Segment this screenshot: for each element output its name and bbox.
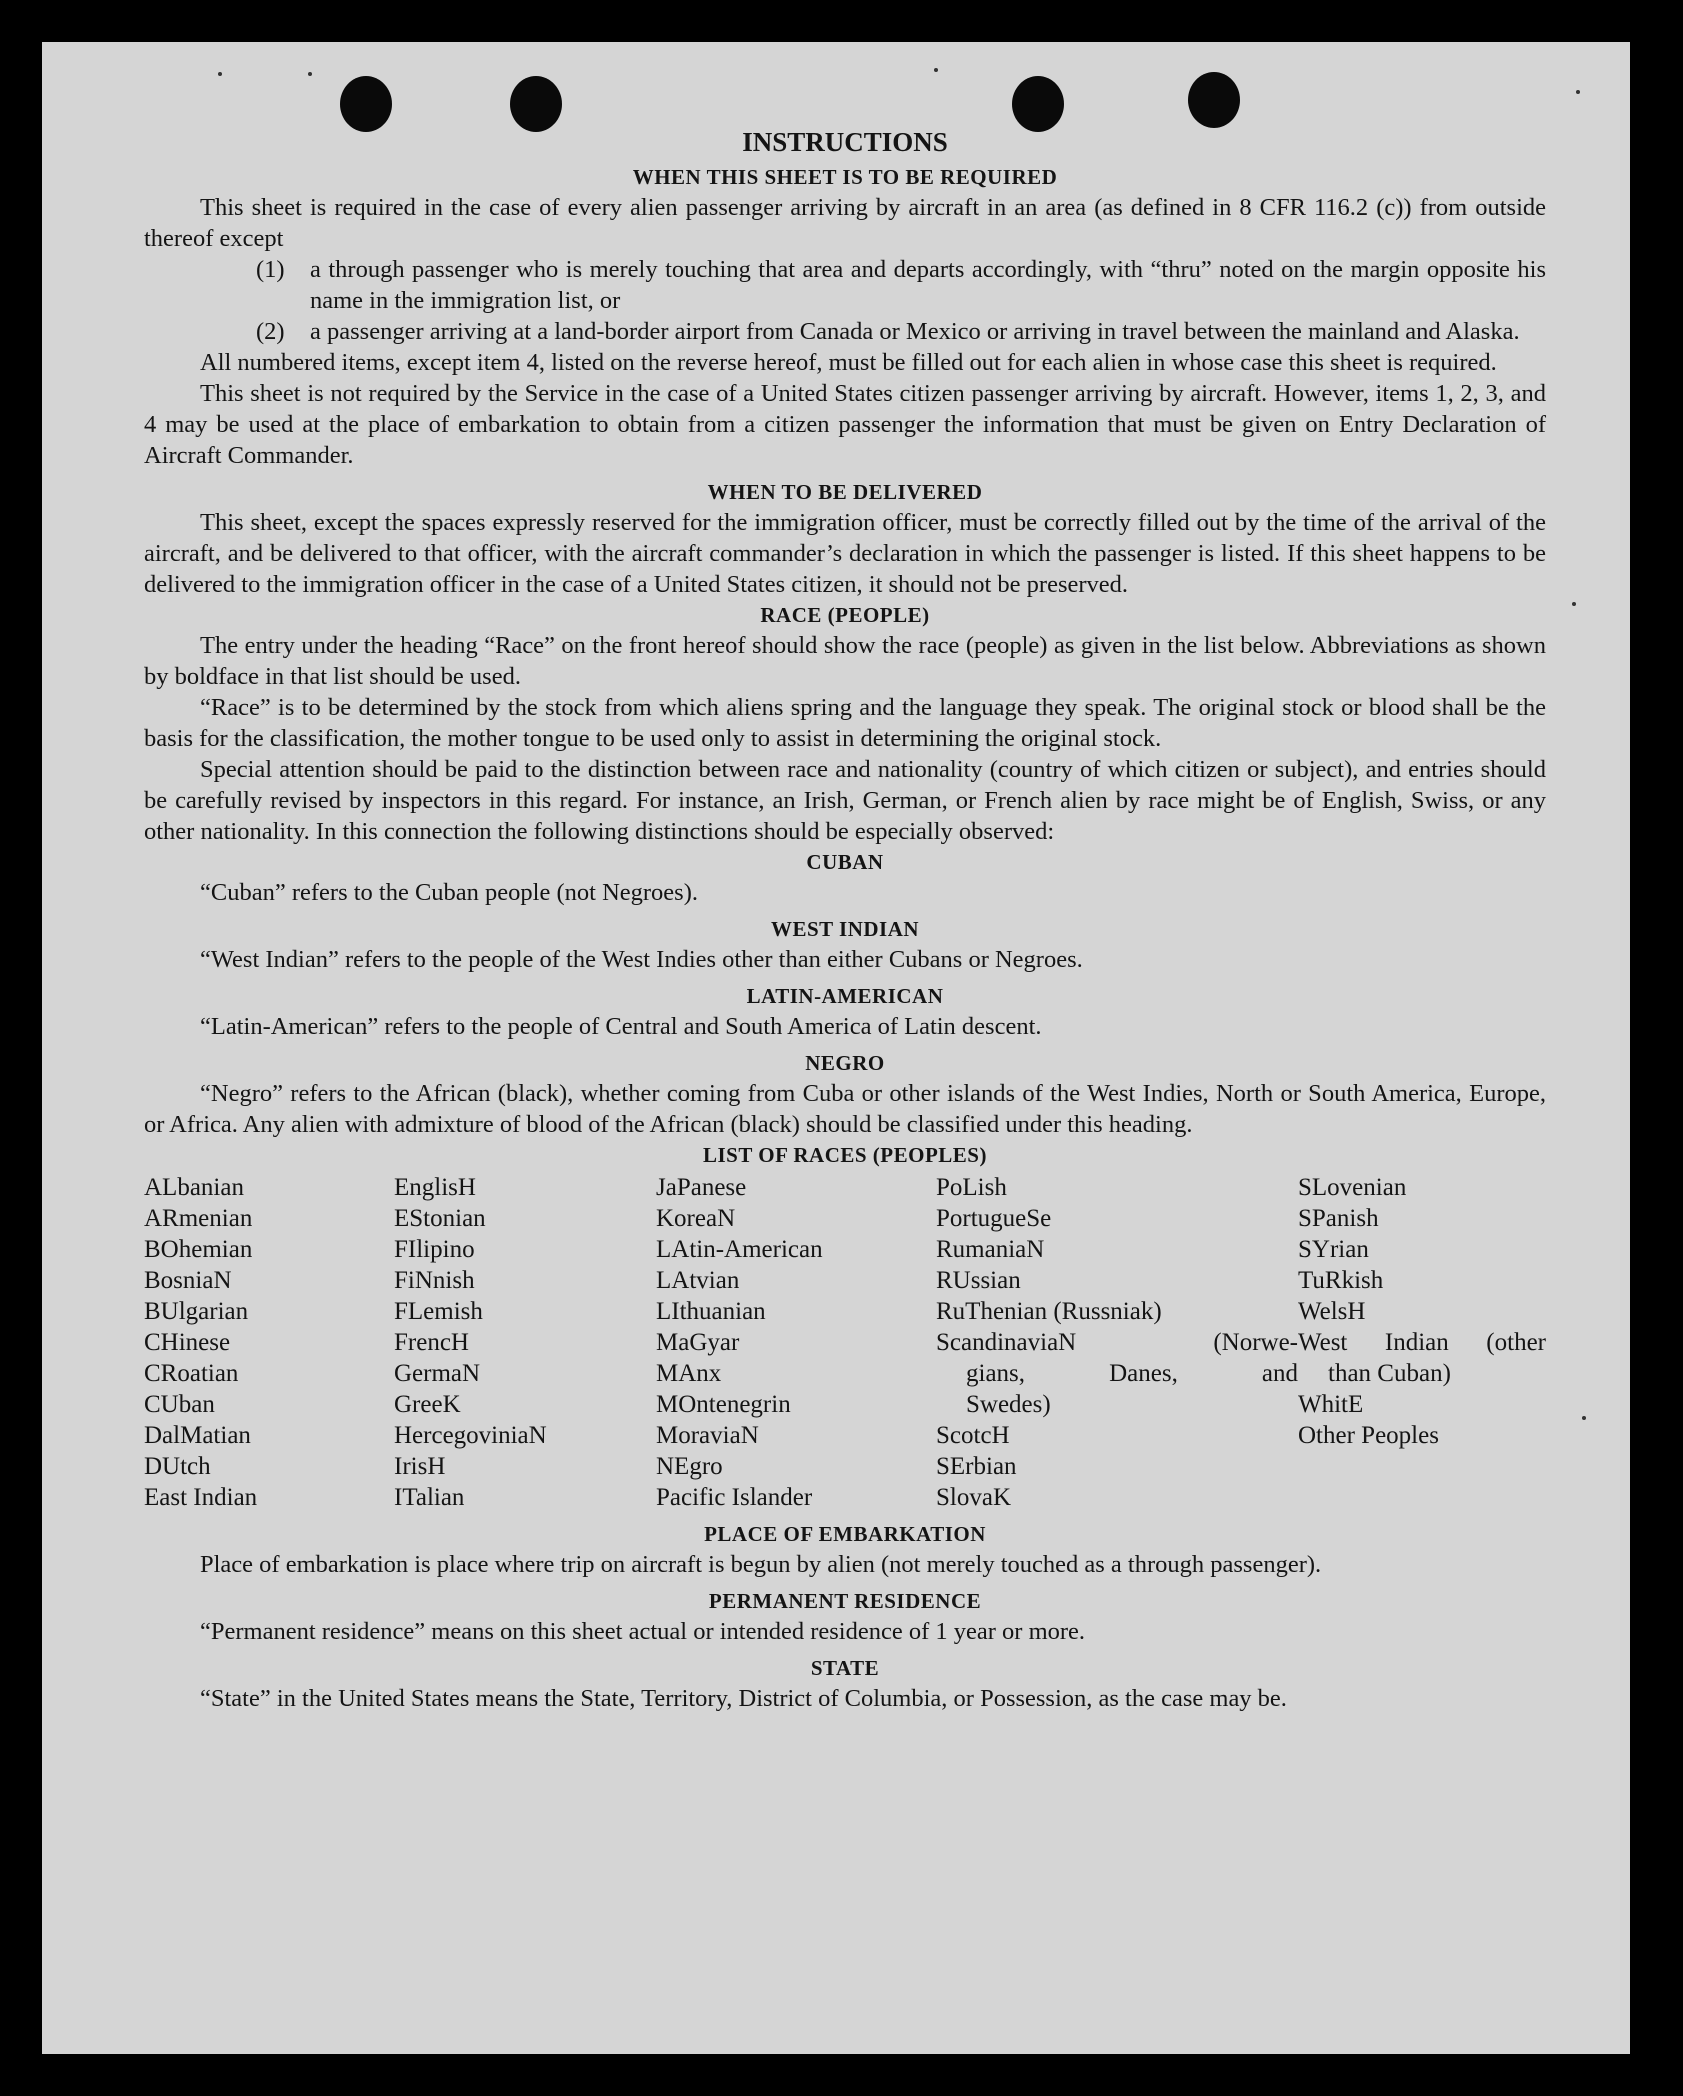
race-entry: WelsH [1298,1298,1366,1325]
race-entry: GreeK [394,1391,461,1418]
document-sheet [42,42,1630,2054]
race-entry: EnglisH [394,1174,476,1201]
item-number: (1) [256,256,285,283]
race-entry-continuation: Swedes) [966,1391,1051,1418]
race-entry: ALbanian [144,1174,244,1201]
race-entry: MAnx [656,1360,722,1387]
races-column-5 [1298,1172,1546,1513]
race-entry: ScandinaviaN (Norwe- [936,1329,1298,1356]
races-list [144,1172,1546,1513]
race-entry: Pacific Islander [656,1484,813,1511]
race-entry: CRoatian [144,1360,239,1387]
races-column-4 [936,1172,1298,1513]
race-entry: SLovenian [1298,1174,1407,1201]
dust-speck [1582,1416,1586,1420]
race-entry: TuRkish [1298,1267,1384,1294]
race-entry: BosniaN [144,1267,232,1294]
heading-negro: NEGRO [805,1051,885,1075]
race-entry: SErbian [936,1453,1017,1480]
heading-cuban: CUBAN [806,850,884,874]
heading-required: WHEN THIS SHEET IS TO BE REQUIRED [632,165,1058,189]
race-entry-continuation: gians, Danes, and [966,1360,1298,1387]
paragraph-citizen: This sheet is not required by the Service in the case of a United States citizen passenger arriving by aircraft. However, items 1, 2, 3, and 4 may be used at the place of embarkation to obtain from a citizen passenger the information that must be given on Entry Declaration of Aircraft Commander. [144,380,1546,469]
race-entry: ARmenian [144,1205,253,1232]
race-entry: DUtch [144,1453,211,1480]
page-title: INSTRUCTIONS [742,127,948,157]
paragraph-required: This sheet is required in the case of every alien passenger arriving by aircraft in an area (as defined in 8 CFR 116.2 (c)) from outside thereof except [144,194,1546,252]
race-entry: FIlipino [394,1236,475,1263]
punch-hole [1188,72,1240,128]
race-entry-continuation: than Cuban) [1328,1360,1451,1387]
race-entry: LIthuanian [656,1298,766,1325]
race-entry: SYrian [1298,1236,1369,1263]
paragraph-negro: “Negro” refers to the African (black), whether coming from Cuba or other islands of the West Indies, North or South America, Europe, or Africa. Any alien with admixture of blood of the African (black) should be classified under this heading. [144,1080,1546,1138]
item-text: a through passenger who is merely touching that area and departs accordingly, with “thru” noted on the margin opposite his name in the immigration list, or [310,256,1546,314]
race-entry: East Indian [144,1484,258,1511]
heading-permanent-residence: PERMANENT RESIDENCE [708,1589,982,1613]
paragraph-latin-american: “Latin-American” refers to the people of Central and South America of Latin descent. [200,1013,1042,1040]
heading-embarkation: PLACE OF EMBARKATION [704,1522,986,1546]
race-entry: ScotcH [936,1422,1010,1449]
race-entry: EStonian [394,1205,486,1232]
race-entry: BUlgarian [144,1298,249,1325]
race-entry: RUssian [936,1267,1021,1294]
heading-latin-american: LATIN-AMERICAN [746,984,944,1008]
race-entry: DalMatian [144,1422,251,1449]
races-column-2 [394,1172,656,1513]
paragraph-west-indian: “West Indian” refers to the people of the West Indies other than either Cubans or Negroes. [200,946,1083,973]
race-entry: FLemish [394,1298,483,1325]
race-entry: JaPanese [656,1174,747,1201]
paragraph-numbered-items: All numbered items, except item 4, listed on the reverse hereof, must be filled out for each alien in whose case this sheet is required. [200,349,1497,376]
dust-speck [308,72,312,76]
exception-item-1 [144,254,1546,316]
paragraph-state: “State” in the United States means the State, Territory, District of Columbia, or Possession, as the case may be. [200,1685,1287,1712]
item-text: a passenger arriving at a land-border airport from Canada or Mexico or arriving in travel between the mainland and Alaska. [310,318,1520,345]
race-entry: CUban [144,1391,215,1418]
race-entry: NEgro [656,1453,723,1480]
paragraph-race-entry: The entry under the heading “Race” on the front hereof should show the race (people) as given in the list below. Abbreviations as shown by boldface in that list should be used. [144,632,1546,690]
race-entry: KoreaN [656,1205,736,1232]
paragraph-cuban: “Cuban” refers to the Cuban people (not Negroes). [200,879,698,906]
exception-item-2 [144,316,1546,347]
race-entry: West Indian (other [1298,1329,1546,1356]
race-entry: PoLish [936,1174,1007,1201]
race-entry: MaGyar [656,1329,740,1356]
race-entry: CHinese [144,1329,231,1356]
race-entry: FrencH [394,1329,469,1356]
item-number: (2) [256,318,285,345]
paragraph-race-distinction: Special attention should be paid to the distinction between race and nationality (country of which citizen or subject), and entries should be carefully revised by inspectors in this regard. For instance, an Irish, German, or French alien by race might be of English, Swiss, or any other nationality. In this connection the following distinctions should be especially observed: [144,756,1546,845]
race-entry: LAtin-American [656,1236,823,1263]
race-entry: RumaniaN [936,1236,1045,1263]
heading-state: STATE [810,1656,880,1680]
race-entry: WhitE [1298,1391,1364,1418]
heading-list-of-races: LIST OF RACES (PEOPLES) [703,1143,987,1167]
paragraph-delivered: This sheet, except the spaces expressly reserved for the immigration officer, must be correctly filled out by the time of the arrival of the aircraft, and be delivered to that officer, with the aircraft commander’s declaration in which the passenger is listed. If this sheet happens to be delivered to the immigration officer in the case of a United States citizen, it should not be preserved. [144,509,1546,598]
race-entry: IrisH [394,1453,446,1480]
race-entry: HercegoviniaN [394,1422,547,1449]
heading-race: RACE (PEOPLE) [760,603,930,627]
dust-speck [1576,90,1580,94]
race-entry: Other Peoples [1298,1422,1439,1449]
instructions-content [144,122,1546,1714]
race-entry: BOhemian [144,1236,253,1263]
race-entry: FiNnish [394,1267,475,1294]
race-entry: PortugueSe [936,1205,1052,1232]
dust-speck [218,72,222,76]
heading-delivered: WHEN TO BE DELIVERED [707,480,983,504]
race-entry: ITalian [394,1484,465,1511]
heading-west-indian: WEST INDIAN [770,917,920,941]
race-entry: MOntenegrin [656,1391,791,1418]
dust-speck [934,68,938,72]
race-entry: LAtvian [656,1267,740,1294]
paragraph-race-definition: “Race” is to be determined by the stock from which aliens spring and the language they speak. The original stock or blood shall be the basis for the classification, the mother tongue to be used only to assist in determining the original stock. [144,694,1546,752]
race-entry: SlovaK [936,1484,1011,1511]
races-column-3 [656,1172,936,1513]
race-entry: GermaN [394,1360,481,1387]
dust-speck [1572,602,1576,606]
race-entry: MoraviaN [656,1422,759,1449]
race-entry: SPanish [1298,1205,1379,1232]
races-column-1 [144,1172,394,1513]
race-entry: RuThenian (Russniak) [936,1298,1162,1325]
paragraph-permanent-residence: “Permanent residence” means on this sheet actual or intended residence of 1 year or more. [200,1618,1086,1645]
paragraph-embarkation: Place of embarkation is place where trip on aircraft is begun by alien (not merely touched as a through passenger). [200,1551,1322,1578]
